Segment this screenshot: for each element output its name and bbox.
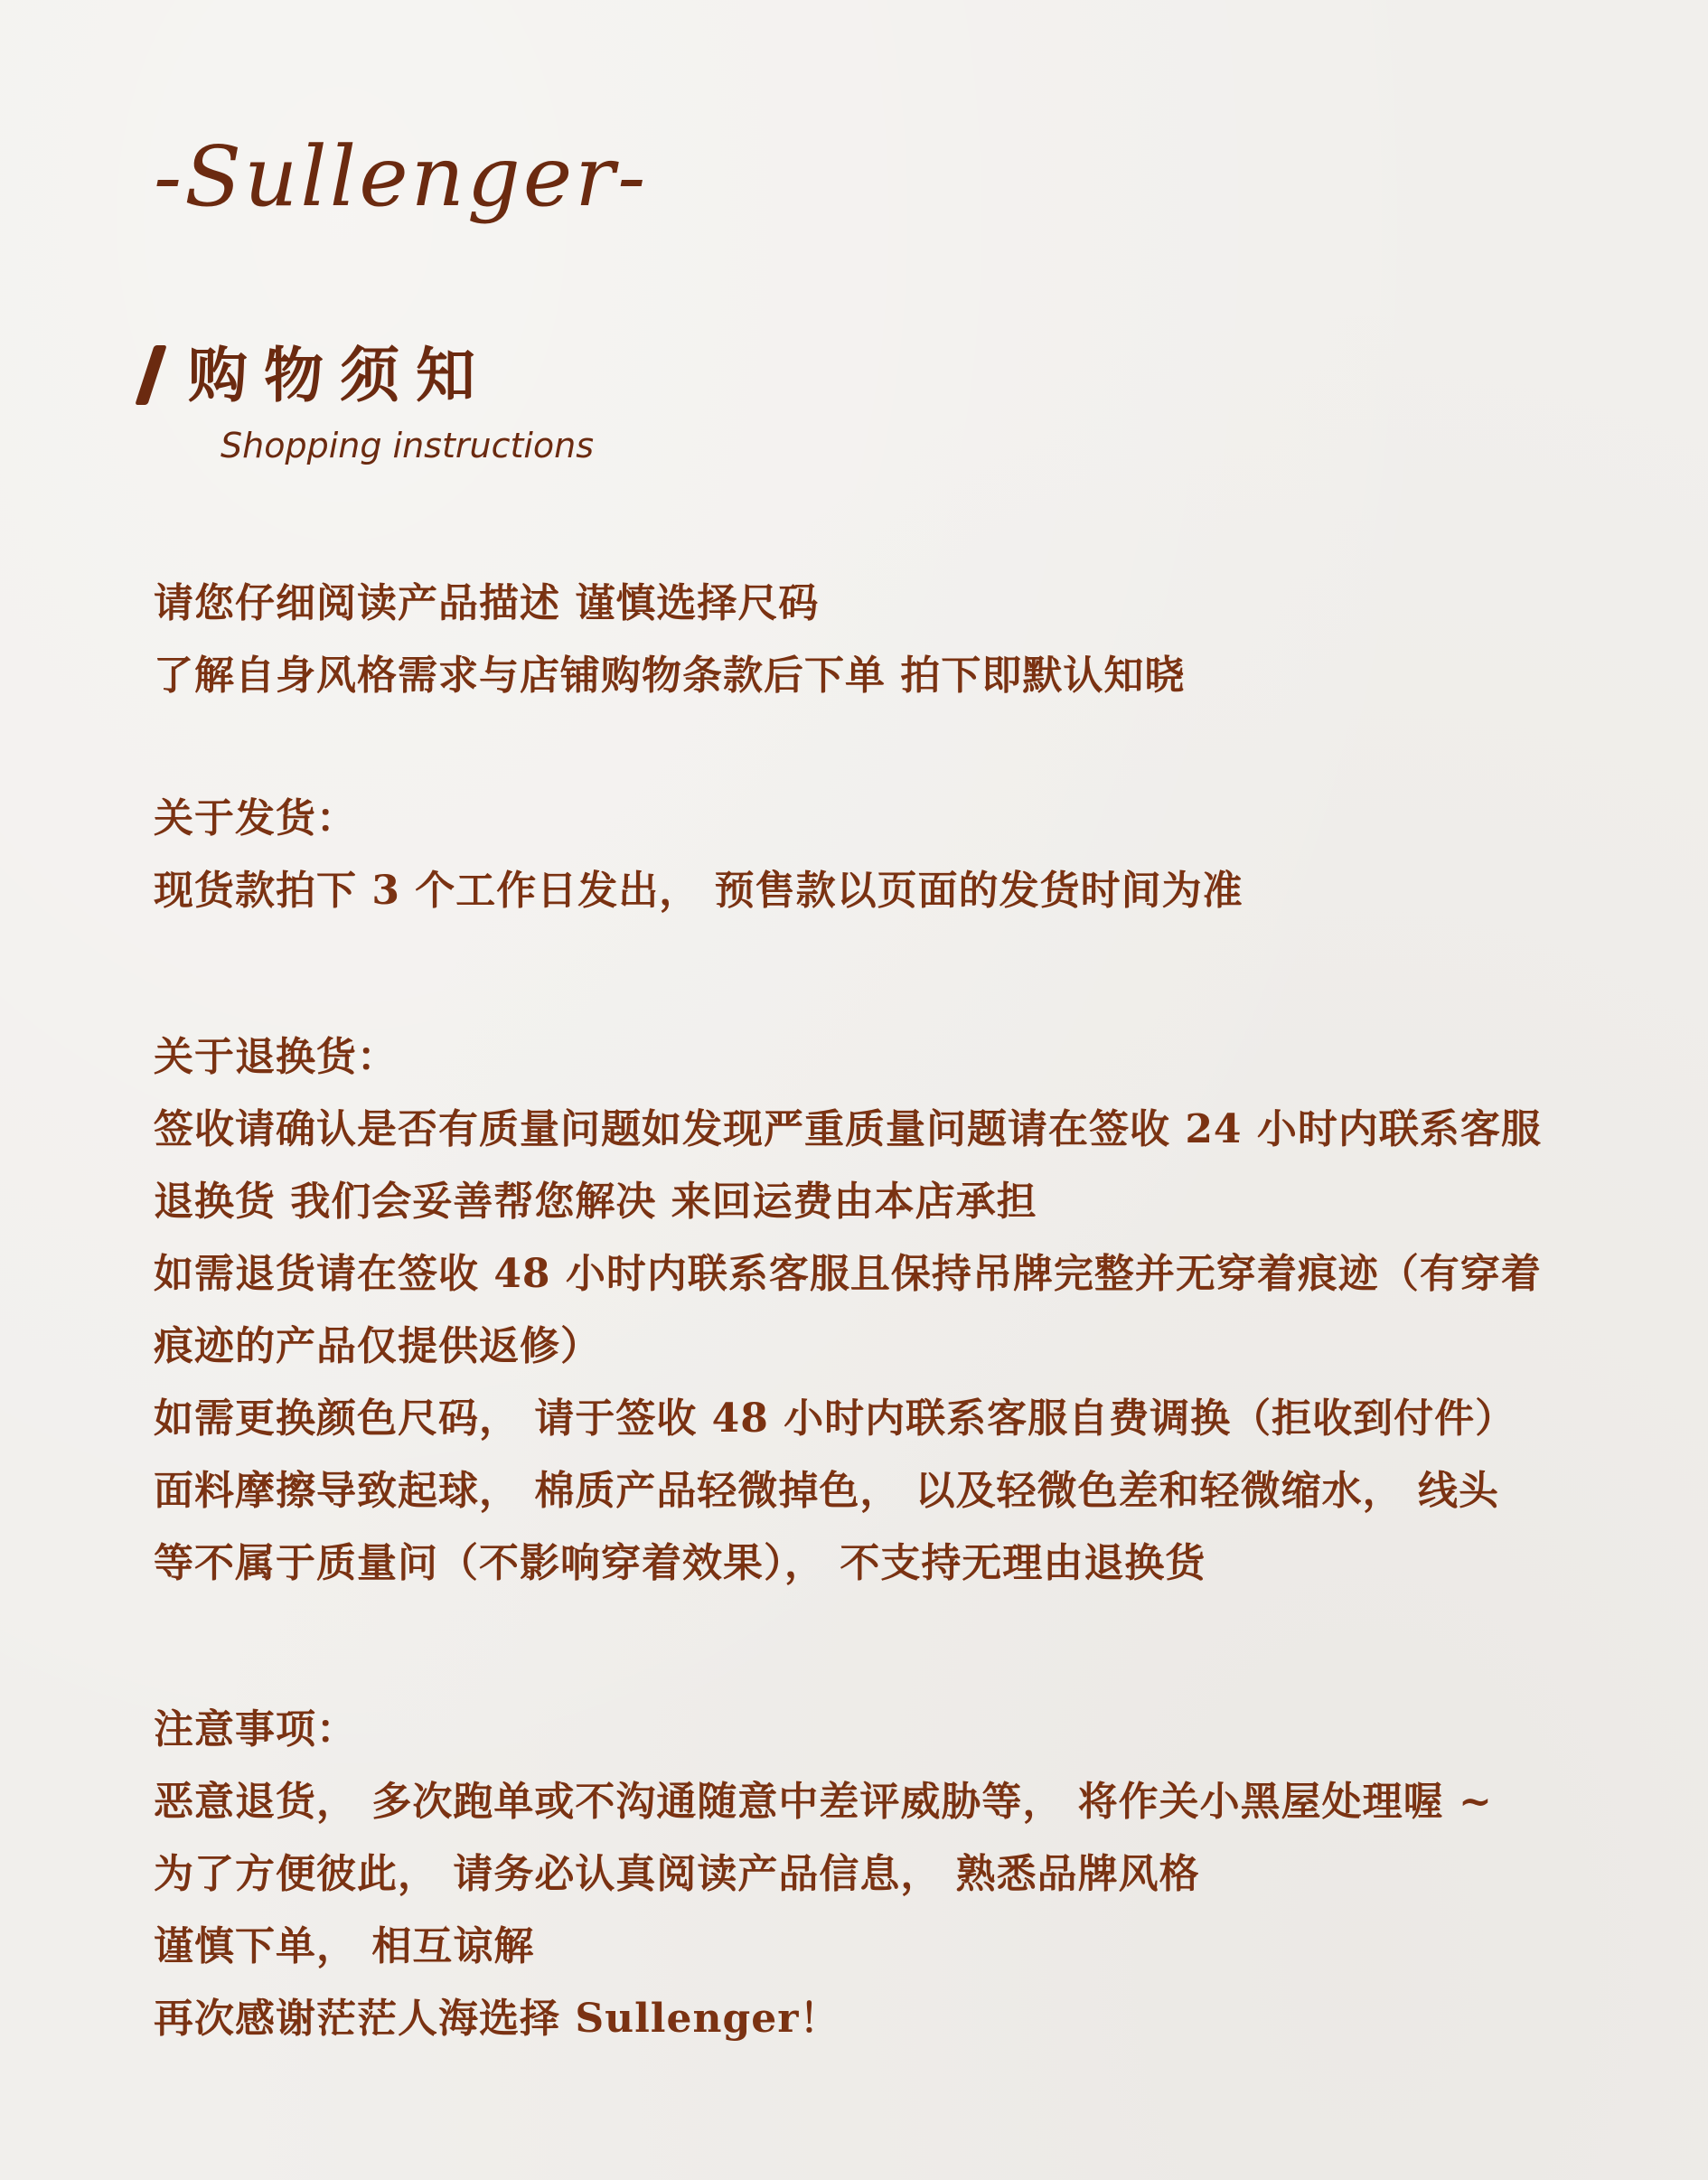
notes-line: 恶意退货， 多次跑单或不沟通随意中差评威胁等， 将作关小黑屋处理喔 ~ [154,1779,1493,1825]
shipping-heading: 关于发货： [154,795,357,841]
notes-heading: 注意事项： [154,1706,357,1752]
page-title: 购物须知 [188,340,492,410]
returns-line: 签收请确认是否有质量问题如发现严重质量问题请在签收 24 小时内联系客服 [154,1106,1542,1152]
slash-mark-icon [135,345,166,405]
returns-line: 面料摩擦导致起球， 棉质产品轻微掉色， 以及轻微色差和轻微缩水， 线头 [154,1468,1499,1514]
intro-line: 请您仔细阅读产品描述 谨慎选择尺码 [154,580,820,626]
returns-line: 等不属于质量问（不影响穿着效果）， 不支持无理由退换货 [154,1540,1206,1586]
notes-line: 为了方便彼此， 请务必认真阅读产品信息， 熟悉品牌风格 [154,1851,1200,1897]
section-title [145,340,492,410]
notes-line: 谨慎下单， 相互谅解 [154,1923,535,1969]
notes-line: 再次感谢茫茫人海选择 Sullenger！ [154,1996,840,2042]
returns-line: 痕迹的产品仅提供返修） [154,1323,601,1369]
returns-line: 如需更换颜色尺码， 请于签收 48 小时内联系客服自费调换（拒收到付件） [154,1395,1516,1442]
intro-line: 了解自身风格需求与店铺购物条款后下单 拍下即默认知晓 [154,653,1186,699]
page-subtitle: Shopping instructions [221,426,595,465]
brand-logo: -Sullenger- [154,128,649,225]
shipping-line: 现货款拍下 3 个工作日发出， 预售款以页面的发货时间为准 [154,868,1243,914]
returns-line: 退换货 我们会妥善帮您解决 来回运费由本店承担 [154,1179,1037,1225]
returns-heading: 关于退换货： [154,1034,398,1080]
returns-line: 如需退货请在签收 48 小时内联系客服且保持吊牌完整并无穿着痕迹（有穿着 [154,1251,1542,1297]
